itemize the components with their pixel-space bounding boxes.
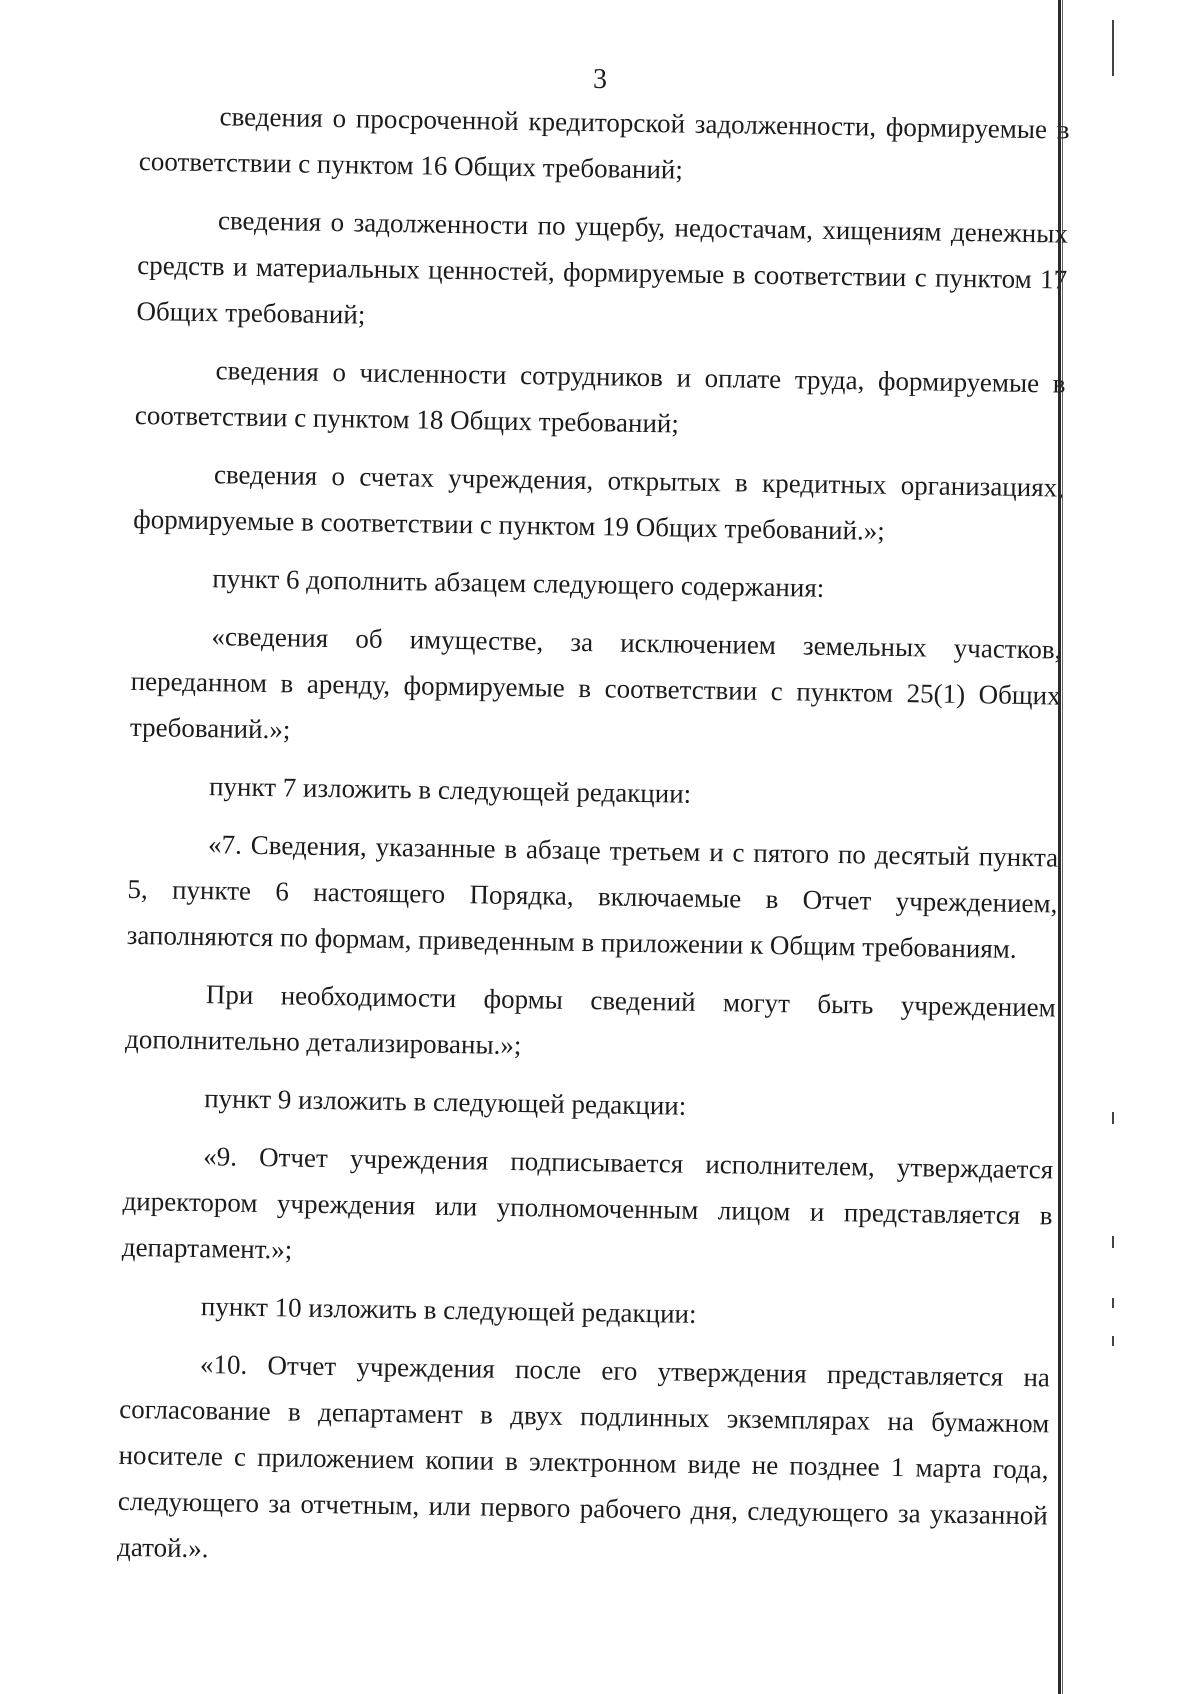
paragraph: сведения о численности сотрудников и оплате труда, формируемые в соответствии с пунктом 18 Общих требований; xyxy=(134,355,1066,439)
document-body xyxy=(117,92,1070,1596)
paragraph: пункт 7 изложить в следующей редакции: xyxy=(208,771,692,809)
scan-artifact-mark xyxy=(1112,1298,1114,1308)
page-number: 3 xyxy=(593,64,607,95)
paragraph: «10. Отчет учреждения после его утверждения представляется на согласование в департамент в двух подлинных экземплярах на бумажном носителе с приложением копии в электронном виде не позднее 1 марта года, следующего за отчетным, или первого рабочего дня, следующего за указанной датой.». xyxy=(116,1349,1051,1564)
paragraph: пункт 10 изложить в следующей редакции: xyxy=(200,1291,697,1329)
paragraph: «7. Сведения, указанные в абзаце третьем и с пятого по десятый пункта 5, пункте 6 настоящего Порядка, включаемые в Отчет учреждением, заполняются по формам, приведенным в приложении к Общим требованиям. xyxy=(126,829,1059,964)
paragraph: пункт 9 изложить в следующей редакции: xyxy=(203,1083,687,1121)
paragraph: При необходимости формы сведений могут быть учреждением дополнительно детализированы.»; xyxy=(124,979,1056,1061)
paragraph: пункт 6 дополнить абзацем следующего содержания: xyxy=(212,563,825,603)
paragraph: «9. Отчет учреждения подписывается исполнителем, утверждается директором учреждения или уполномоченным лицом и представляется в департамент.»; xyxy=(121,1141,1054,1265)
scan-artifact-mark xyxy=(1112,48,1114,76)
paragraph: сведения о задолженности по ущербу, недостачам, хищениям денежных средств и материальных ценностей, формируемые в соответствии с пунктом 17 Общих требований; xyxy=(136,205,1069,330)
paragraph: «сведения об имуществе, за исключением земельных участков, переданном в аренду, формируемые в соответствии с пунктом 25(1) Общих требований.»; xyxy=(129,621,1062,745)
scan-artifact-mark xyxy=(1112,1336,1114,1346)
paragraph: сведения о счетах учреждения, открытых в кредитных организациях, формируемые в соответствии с пунктом 19 Общих требований.»; xyxy=(133,459,1065,546)
scan-artifact-mark xyxy=(1112,20,1114,50)
scan-edge-line xyxy=(1062,0,1063,1694)
scan-artifact-mark xyxy=(1112,1236,1114,1248)
scan-edge-line xyxy=(1058,0,1061,1694)
scan-artifact-mark xyxy=(1112,1112,1114,1124)
paragraph: сведения о просроченной кредиторской задолженности, формируемые в соответствии с пунктом 16 Общих требований; xyxy=(138,101,1070,185)
